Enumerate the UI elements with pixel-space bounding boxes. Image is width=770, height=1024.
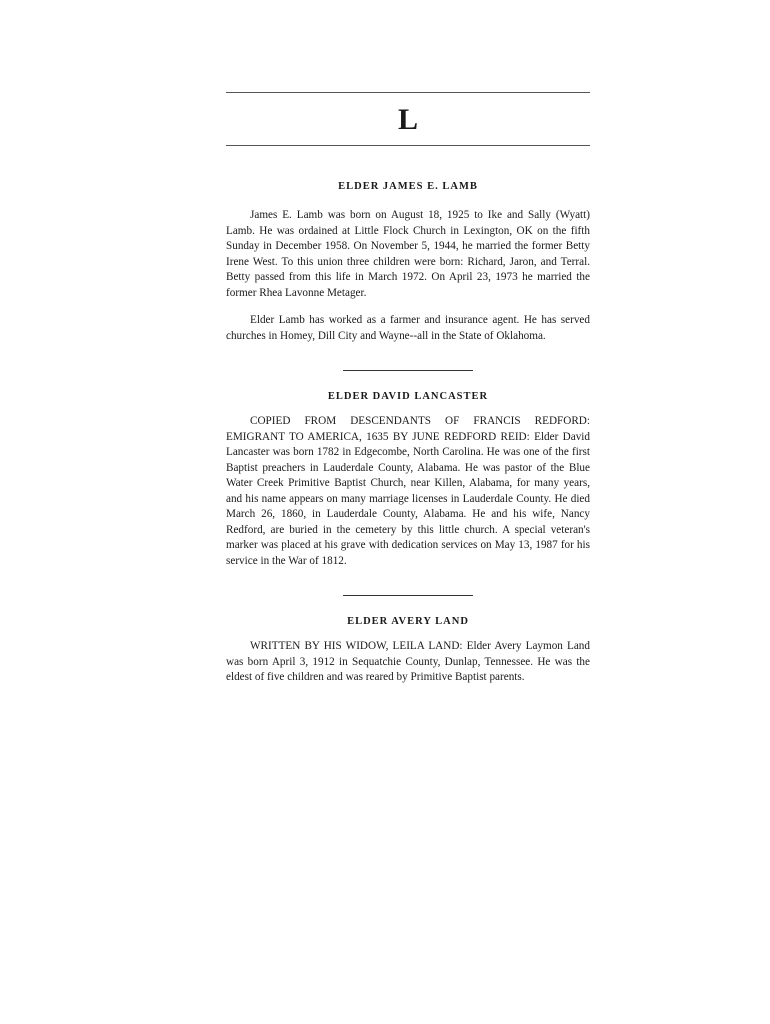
entry-title-land: ELDER AVERY LAND xyxy=(347,616,469,627)
entry-paragraph: COPIED FROM DESCENDANTS OF FRANCIS REDFORD: EMIGRANT TO AMERICA, 1635 BY JUNE REDFORD REID: Elder David Lancaster was born 1782 in Edgecombe, North Carolina. He was one of the first Baptist preachers in Lauderdale County, Alabama. He was pastor of the Blue Water Creek Primitive Baptist Church, near Killen, Alabama, for many years, and his name appears on many marriage licenses in Lauderdale County. He died March 26, 1860, in Lauderdale County, Alabama. He and his wife, Nancy Redford, are buried in the cemetery by this little church. A special veteran's marker was placed at his grave with dedication services on May 13, 1987 for his service in the War of 1812. xyxy=(226,415,590,567)
entry-title-lancaster: ELDER DAVID LANCASTER xyxy=(327,391,489,402)
section-letter: L xyxy=(397,103,418,136)
entry-paragraph: WRITTEN BY HIS WIDOW, LEILA LAND: Elder Avery Laymon Land was born April 3, 1912 in Sequatchie County, Dunlap, Tennessee. He was the eldest of five children and was reared by Primitive Baptist parents. xyxy=(226,640,590,683)
entry-paragraph: Elder Lamb has worked as a farmer and insurance agent. He has served churches in Homey, Dill City and Wayne--all in the State of Oklahoma. xyxy=(226,314,590,342)
document-page xyxy=(226,92,590,686)
entry-paragraph: James E. Lamb was born on August 18, 1925 to Ike and Sally (Wyatt) Lamb. He was ordained at Little Flock Church in Lexington, OK on the fifth Sunday in December 1958. On November 5, 1944, he married the former Betty Irene West. To this union three children were born: Richard, Jaron, and Terral. Betty passed from this life in March 1972. On April 23, 1973 he married the former Rhea Lavonne Metager. xyxy=(226,209,590,299)
entry-title-lamb: ELDER JAMES E. LAMB xyxy=(338,181,478,192)
